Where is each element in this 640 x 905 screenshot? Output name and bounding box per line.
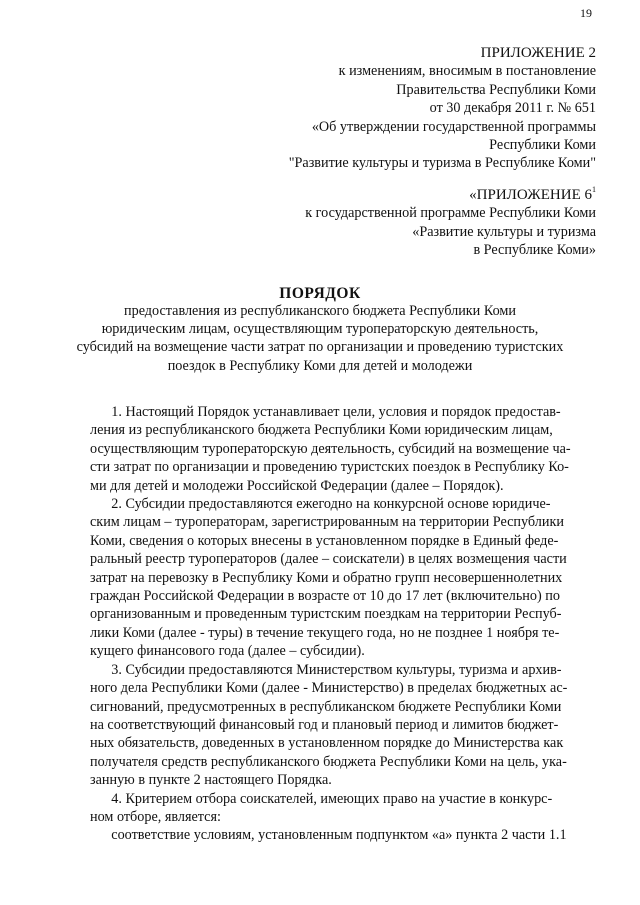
order-subtitle-line: субсидий на возмещение части затрат по организации и проведению туристских — [76, 339, 564, 356]
order-subtitle-line: юридическим лицам, осуществляющим туроператорскую деятельность, — [101, 321, 539, 338]
body-text-line: ном отборе, является: — [90, 808, 221, 825]
body-text-line: ных обязательств, доведенных в установленном порядке до Министерства как — [90, 735, 564, 752]
appendix-2-line: Республики Коми — [489, 137, 596, 154]
appendix-2-line: к изменениям, вносимым в постановление — [338, 63, 596, 80]
body-text-line: ного дела Республики Коми (далее - Министерство) в пределах бюджетных ас- — [90, 680, 568, 697]
appendix-6-header — [305, 181, 596, 260]
body-text-line: Коми, сведения о которых внесены в установленном порядке в Единый феде- — [90, 532, 559, 549]
appendix-6-line: «Развитие культуры и туризма — [412, 223, 596, 240]
appendix-2-line: «Об утверждении государственной программы — [311, 118, 596, 135]
order-subtitle-line: предоставления из республиканского бюджета Республики Коми — [124, 303, 516, 319]
body-text-line: ральный реестр туроператоров (далее – соискатели) в целях возмещения части — [90, 551, 567, 568]
body-text-line: 1. Настоящий Порядок устанавливает цели, условия и порядок предостав- — [90, 404, 561, 420]
body-text-line: соответствие условиям, установленным подпунктом «а» пункта 2 части 1.1 — [90, 827, 567, 844]
appendix-6-title — [305, 181, 596, 204]
appendix-2-line: "Развитие культуры и туризма в Республике Коми" — [288, 155, 596, 172]
appendix-6-line: в Республике Коми» — [473, 242, 596, 259]
page-number: 19 — [580, 6, 592, 20]
body-text-line: занную в пункте 2 настоящего Порядка. — [90, 772, 332, 789]
body-text-line: организованным и проведенным туристским поездкам на территории Респуб- — [90, 606, 562, 623]
appendix-6-superscript: 1 — [592, 185, 596, 194]
body-text-line: 3. Субсидии предоставляются Министерством культуры, туризма и архив- — [90, 661, 562, 678]
body-text-line: граждан Российской Федерации в возрасте от 10 до 17 лет (включительно) по — [90, 588, 560, 605]
body-text-line: сигнований, предусмотренных в республиканском бюджете Республики Коми — [90, 698, 562, 715]
body-text-line: на соответствующий финансовый год и плановый период и лимитов бюджет- — [90, 716, 559, 733]
body-text-line: кущего финансового года (далее – субсидии). — [90, 643, 365, 660]
appendix-6-title-text: «ПРИЛОЖЕНИЕ 6 — [469, 187, 592, 203]
appendix-2-line: Правительства Республики Коми — [396, 81, 596, 98]
body-text-line: ми для детей и молодежи Российской Федерации (далее – Порядок). — [90, 477, 504, 494]
body-text-line: ления из республиканского бюджета Республики Коми юридическим лицам, — [90, 422, 553, 439]
order-title: ПОРЯДОК — [279, 285, 361, 302]
body-text-line: затрат на перевозку в Республику Коми и обратно групп несовершеннолетних — [90, 569, 563, 586]
body-text-line: 2. Субсидии предоставляются ежегодно на конкурсной основе юридиче- — [90, 496, 551, 513]
body-text-line: осуществляющим туроператорскую деятельность, субсидий на возмещение ча- — [90, 440, 571, 457]
body-text-line: 4. Критерием отбора соискателей, имеющих право на участие в конкурс- — [90, 790, 553, 807]
order-subtitle — [0, 302, 640, 375]
body-text-line: ским лицам – туроператорам, зарегистрированным на территории Республики — [90, 514, 564, 531]
appendix-2-line: от 30 декабря 2011 г. № 651 — [429, 100, 596, 117]
appendix-2-header — [289, 44, 596, 173]
appendix-2-title: ПРИЛОЖЕНИЕ 2 — [480, 45, 596, 61]
order-subtitle-line: поездок в Республику Коми для детей и молодежи — [167, 357, 473, 374]
body-text-line: лики Коми (далее - туры) в течение текущего года, но не позднее 1 ноября те- — [90, 624, 560, 641]
body-text-line: сти затрат по организации и проведению туристских поездок в Республику Ко- — [90, 459, 569, 476]
body-text-line: получателя средств республиканского бюджета Республики Коми на цель, ука- — [90, 753, 567, 770]
appendix-6-line: к государственной программе Республики Коми — [305, 205, 596, 222]
body-text — [90, 403, 571, 845]
